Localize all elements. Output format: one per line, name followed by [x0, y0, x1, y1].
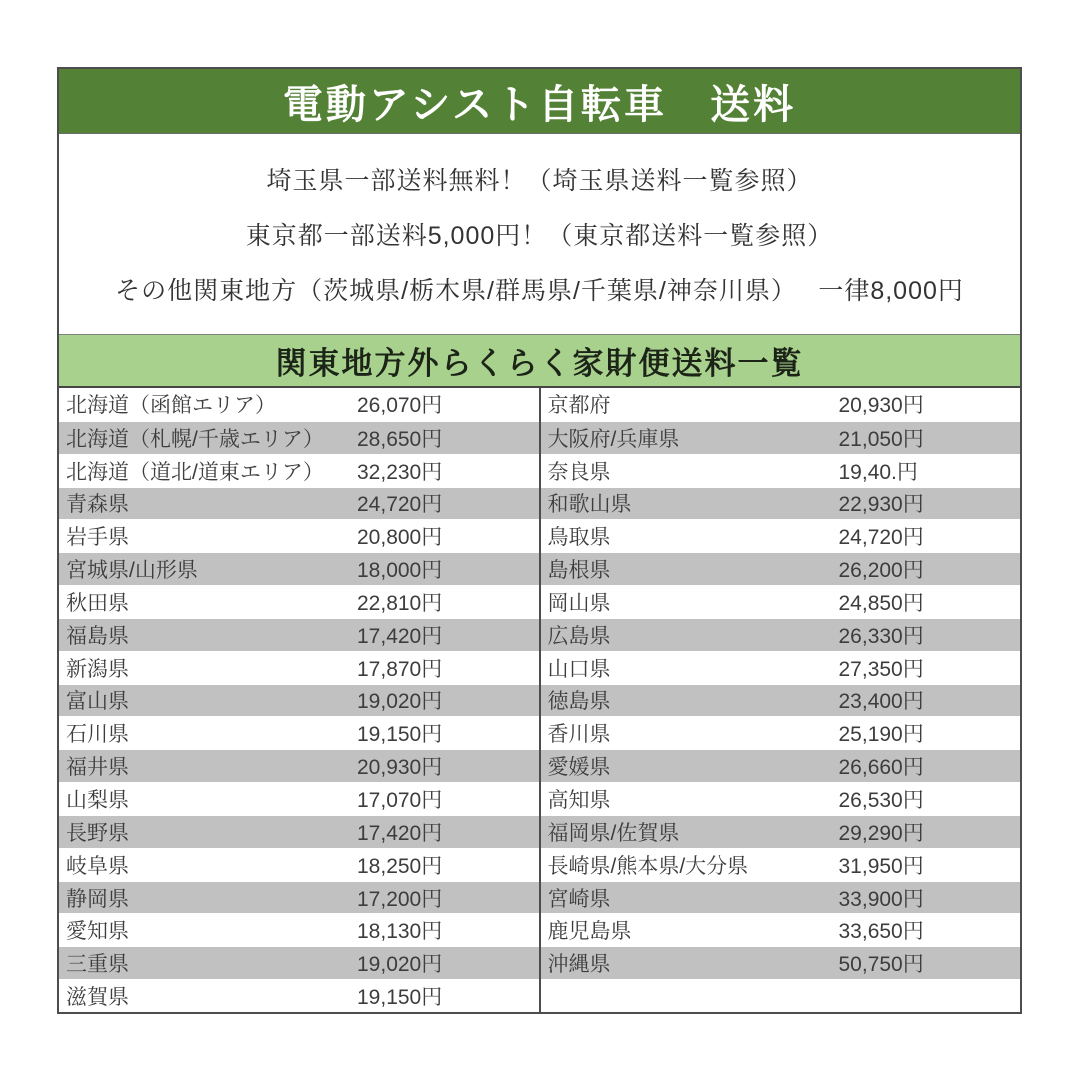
- table-row: [541, 749, 1021, 782]
- table-row: [541, 388, 1021, 421]
- table-row: [541, 552, 1021, 585]
- table-row: [541, 716, 1021, 749]
- table-right: [539, 388, 1021, 1012]
- prefecture-cell: 岡山県: [547, 591, 611, 615]
- price-cell: 29,290円: [838, 821, 924, 845]
- prefecture-cell: 高知県: [547, 789, 611, 813]
- price-cell: 19,020円: [357, 953, 443, 977]
- table-row: [59, 749, 539, 782]
- shipping-fee-table: [59, 388, 1020, 1012]
- prefecture-cell: 山口県: [547, 657, 611, 681]
- prefecture-cell: 青森県: [66, 493, 129, 517]
- table-row: [59, 848, 539, 881]
- prefecture-cell: 福井県: [66, 756, 129, 780]
- price-cell: 19,020円: [357, 690, 443, 714]
- price-cell: 33,650円: [838, 920, 924, 944]
- price-cell: 17,870円: [357, 657, 443, 681]
- prefecture-cell: 広島県: [547, 624, 611, 648]
- table-row: [59, 815, 539, 848]
- prefecture-cell: 宮崎県: [547, 887, 611, 911]
- table-row: [59, 388, 539, 421]
- price-cell: 26,200円: [838, 559, 924, 583]
- price-cell: 20,930円: [838, 394, 924, 418]
- table-left: [59, 388, 539, 1012]
- table-row: [541, 585, 1021, 618]
- note-saitama: 埼玉県一部送料無料！（埼玉県送料一覧参照）: [266, 167, 813, 195]
- table-row: [59, 487, 539, 520]
- table-row: [59, 585, 539, 618]
- note-tokyo: 東京都一部送料5,000円！（東京都送料一覧参照）: [245, 222, 834, 250]
- prefecture-cell: 新潟県: [66, 657, 129, 681]
- price-cell: 33,900円: [838, 887, 924, 911]
- prefecture-cell: 岩手県: [66, 526, 129, 550]
- prefecture-cell: 滋賀県: [66, 986, 129, 1010]
- table-row: [541, 487, 1021, 520]
- table-title: 関東地方外らくらく家財便送料一覧: [275, 346, 804, 381]
- prefecture-cell: 静岡県: [66, 887, 129, 911]
- table-row: [59, 716, 539, 749]
- price-cell: 24,850円: [838, 591, 924, 615]
- table-row: [541, 979, 1021, 1012]
- note-kanto-other: その他関東地方（茨城県/栃木県/群馬県/千葉県/神奈川県） 一律8,000円: [115, 277, 964, 305]
- shipping-info-card: [57, 67, 1022, 1014]
- price-cell: 24,720円: [838, 526, 924, 550]
- main-title-bar: [59, 69, 1020, 134]
- price-cell: 20,800円: [357, 526, 443, 550]
- price-cell: 17,420円: [357, 821, 443, 845]
- price-cell: 17,420円: [357, 624, 443, 648]
- table-row: [541, 421, 1021, 454]
- table-row: [541, 782, 1021, 815]
- price-cell: 19,150円: [357, 723, 443, 747]
- price-cell: 19,40.円: [838, 460, 918, 484]
- prefecture-cell: 徳島県: [547, 690, 611, 714]
- price-cell: 23,400円: [838, 690, 924, 714]
- table-row: [541, 815, 1021, 848]
- price-cell: 25,190円: [838, 723, 924, 747]
- prefecture-cell: 宮城県/山形県: [66, 559, 198, 583]
- price-cell: 26,330円: [838, 624, 924, 648]
- table-row: [59, 651, 539, 684]
- prefecture-cell: 奈良県: [547, 460, 611, 484]
- prefecture-cell: 京都府: [547, 394, 611, 418]
- price-cell: 27,350円: [838, 657, 924, 681]
- prefecture-cell: 鳥取県: [547, 526, 611, 550]
- prefecture-cell: 北海道（道北/道東エリア）: [66, 460, 324, 484]
- prefecture-cell: 愛媛県: [547, 756, 611, 780]
- price-cell: 24,720円: [357, 493, 443, 517]
- price-cell: 20,930円: [357, 756, 443, 780]
- table-row: [541, 848, 1021, 881]
- table-row: [541, 946, 1021, 979]
- table-row: [59, 454, 539, 487]
- prefecture-cell: 鹿児島県: [547, 920, 632, 944]
- price-cell: 26,070円: [357, 394, 443, 418]
- table-row: [59, 552, 539, 585]
- table-row: [59, 946, 539, 979]
- table-title-bar: [59, 334, 1020, 388]
- price-cell: 32,230円: [357, 460, 443, 484]
- price-cell: 28,650円: [357, 427, 443, 451]
- price-cell: 17,200円: [357, 887, 443, 911]
- price-cell: 22,810円: [357, 591, 443, 615]
- prefecture-cell: 山梨県: [66, 789, 129, 813]
- table-row: [541, 913, 1021, 946]
- page-title: 電動アシスト自転車 送料: [282, 82, 797, 127]
- table-row: [541, 684, 1021, 717]
- prefecture-cell: 香川県: [547, 723, 611, 747]
- prefecture-cell: 北海道（函館エリア）: [66, 394, 276, 418]
- prefecture-cell: 愛知県: [66, 920, 129, 944]
- table-row: [541, 651, 1021, 684]
- prefecture-cell: 富山県: [66, 690, 129, 714]
- table-row: [59, 979, 539, 1012]
- table-row: [59, 684, 539, 717]
- table-row: [59, 618, 539, 651]
- price-cell: 50,750円: [838, 953, 924, 977]
- price-cell: 18,000円: [357, 559, 443, 583]
- prefecture-cell: 長野県: [66, 821, 129, 845]
- prefecture-cell: 秋田県: [66, 591, 129, 615]
- table-row: [59, 881, 539, 914]
- price-cell: 18,130円: [357, 920, 443, 944]
- table-row: [541, 881, 1021, 914]
- price-cell: 17,070円: [357, 789, 443, 813]
- prefecture-cell: 福島県: [66, 624, 129, 648]
- prefecture-cell: 島根県: [547, 559, 611, 583]
- price-cell: 26,530円: [838, 789, 924, 813]
- price-cell: 19,150円: [357, 986, 443, 1010]
- table-row: [59, 913, 539, 946]
- prefecture-cell: 大阪府/兵庫県: [547, 427, 680, 451]
- prefecture-cell: 石川県: [66, 723, 129, 747]
- table-row: [541, 618, 1021, 651]
- prefecture-cell: 三重県: [66, 953, 129, 977]
- notes-section: [59, 134, 1020, 334]
- table-row: [541, 454, 1021, 487]
- prefecture-cell: 北海道（札幌/千歳エリア）: [66, 427, 324, 451]
- prefecture-cell: 和歌山県: [547, 493, 632, 517]
- table-row: [59, 782, 539, 815]
- price-cell: 21,050円: [838, 427, 924, 451]
- price-cell: 26,660円: [838, 756, 924, 780]
- table-row: [59, 519, 539, 552]
- prefecture-cell: 岐阜県: [66, 854, 129, 878]
- price-cell: 31,950円: [838, 854, 924, 878]
- prefecture-cell: 沖縄県: [547, 953, 611, 977]
- table-row: [541, 519, 1021, 552]
- price-cell: 22,930円: [838, 493, 924, 517]
- price-cell: 18,250円: [357, 854, 443, 878]
- prefecture-cell: 福岡県/佐賀県: [547, 821, 680, 845]
- table-row: [59, 421, 539, 454]
- prefecture-cell: 長崎県/熊本県/大分県: [547, 854, 749, 878]
